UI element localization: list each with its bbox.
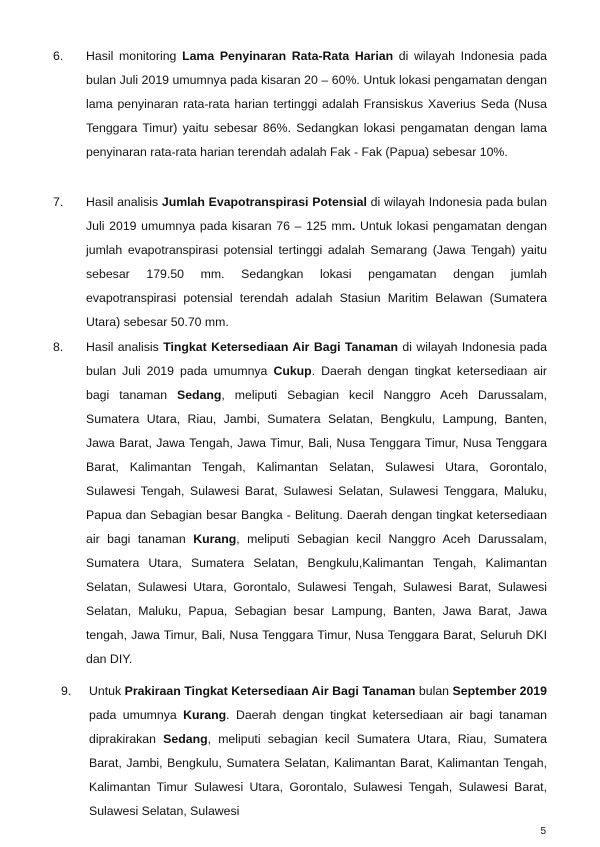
list-item-6	[53, 44, 547, 164]
text-run: Hasil monitoring	[86, 49, 183, 63]
text-run: pada umumnya	[89, 708, 184, 722]
bold-text: Kurang	[183, 708, 227, 722]
bold-text: Sedang	[163, 732, 208, 746]
text-run: Untuk lokasi pengamatan dengan jumlah evapotranspirasi potensial tertinggi adalah Semarang (Jawa Tengah) yaitu sebesar 179.50 mm. Sedangkan lokasi pengamatan dengan jumlah evapotranspirasi potensial terendah adalah Stasiun Maritim Belawan (Sumatera Utara) sebesar 50.70 mm.	[86, 219, 547, 329]
list-item-7	[53, 190, 547, 334]
item-number: 9.	[61, 684, 72, 698]
text-run: bulan	[415, 684, 453, 698]
text-run: di wilayah Indonesia pada bulan Juli 2019 umumnya pada kisaran 20 – 60%. Untuk lokasi pengamatan dengan lama penyinaran rata-rata harian tertinggi adalah Fransiskus Xaverius Seda (Nusa Tenggara Timur) yaitu sebesar 86%. Sedangkan lokasi pengamatan dengan lama penyinaran rata-rata harian terendah adalah Fak - Fak (Papua) sebesar 10%.	[86, 49, 548, 159]
item-number: 7.	[53, 195, 64, 209]
text-run: di wilayah Indonesia pada bulan Juli 2019 umumnya pada kisaran 76 – 125 mm	[86, 195, 547, 233]
item-paragraph	[86, 190, 547, 334]
text-run: . Daerah dengan tingkat ketersediaan air bagi tanaman	[86, 364, 547, 402]
list-item-8	[53, 335, 547, 671]
bold-text: Prakiraan Tingkat Ketersediaan Air Bagi Tanaman	[124, 684, 416, 698]
bold-text: Sedang	[177, 388, 222, 402]
text-run: Hasil analisis	[86, 340, 164, 354]
bold-text: Cukup	[273, 364, 312, 378]
item-number: 8.	[53, 340, 64, 354]
bold-text: .	[351, 219, 356, 233]
page-number: 5	[540, 826, 546, 837]
text-run: , meliputi Sebagian kecil Nanggro Aceh Darussalam, Sumatera Utara, Riau, Jambi, Sumatera Selatan, Bengkulu, Lampung, Banten, Jawa Barat, Jawa Tengah, Jawa Timur, Bali, Nusa Tenggara Timur, Nusa Tenggara Barat, Kalimantan Tengah, Kalimantan Selatan, Sulawesi Utara, Gorontalo, Sulawesi Tengah, Sulawesi Barat, Sulawesi Selatan, Sulawesi Tenggara, Maluku, Papua dan Sebagian besar Bangka - Belitung. Daerah dengan tingkat ketersediaan air bagi tanaman	[86, 388, 547, 546]
bold-text: Jumlah Evapotranspirasi Potensial	[161, 195, 367, 209]
item-paragraph	[89, 679, 547, 823]
text-run: Untuk	[89, 684, 125, 698]
item-paragraph	[86, 335, 547, 671]
bold-text: Kurang	[193, 532, 237, 546]
item-paragraph	[86, 44, 547, 164]
bold-text: Tingkat Ketersediaan Air Bagi Tanaman	[163, 340, 398, 354]
text-run: di wilayah Indonesia pada bulan Juli 2019 pada umumnya	[86, 340, 547, 378]
item-number: 6.	[53, 49, 64, 63]
text-run: . Daerah dengan tingkat ketersediaan air bagi tanaman diprakirakan	[89, 708, 547, 746]
text-run: Hasil analisis	[86, 195, 162, 209]
text-run: , meliputi sebagian kecil Sumatera Utara, Riau, Sumatera Barat, Jambi, Bengkulu, Sumatera Selatan, Kalimantan Barat, Kalimantan Tengah, Kalimantan Timur Sulawesi Utara, Gorontalo, Sulawesi Tengah, Sulawesi Barat, Sulawesi Selatan, Sulawesi	[89, 732, 547, 818]
list-item-9	[53, 679, 547, 823]
text-run: , meliputi Sebagian kecil Nanggro Aceh Darussalam, Sumatera Utara, Sumatera Selatan, Bengkulu,Kalimantan Tengah, Kalimantan Selatan, Sulawesi Utara, Gorontalo, Sulawesi Tengah, Sulawesi Barat, Sulawesi Selatan, Maluku, Papua, Sebagian besar Lampung, Banten, Jawa Barat, Jawa tengah, Jawa Timur, Bali, Nusa Tenggara Timur, Nusa Tenggara Barat, Seluruh DKI dan DIY.	[86, 532, 547, 666]
bold-text: September 2019	[452, 684, 547, 698]
bold-text: Lama Penyinaran Rata-Rata Harian	[182, 49, 394, 63]
